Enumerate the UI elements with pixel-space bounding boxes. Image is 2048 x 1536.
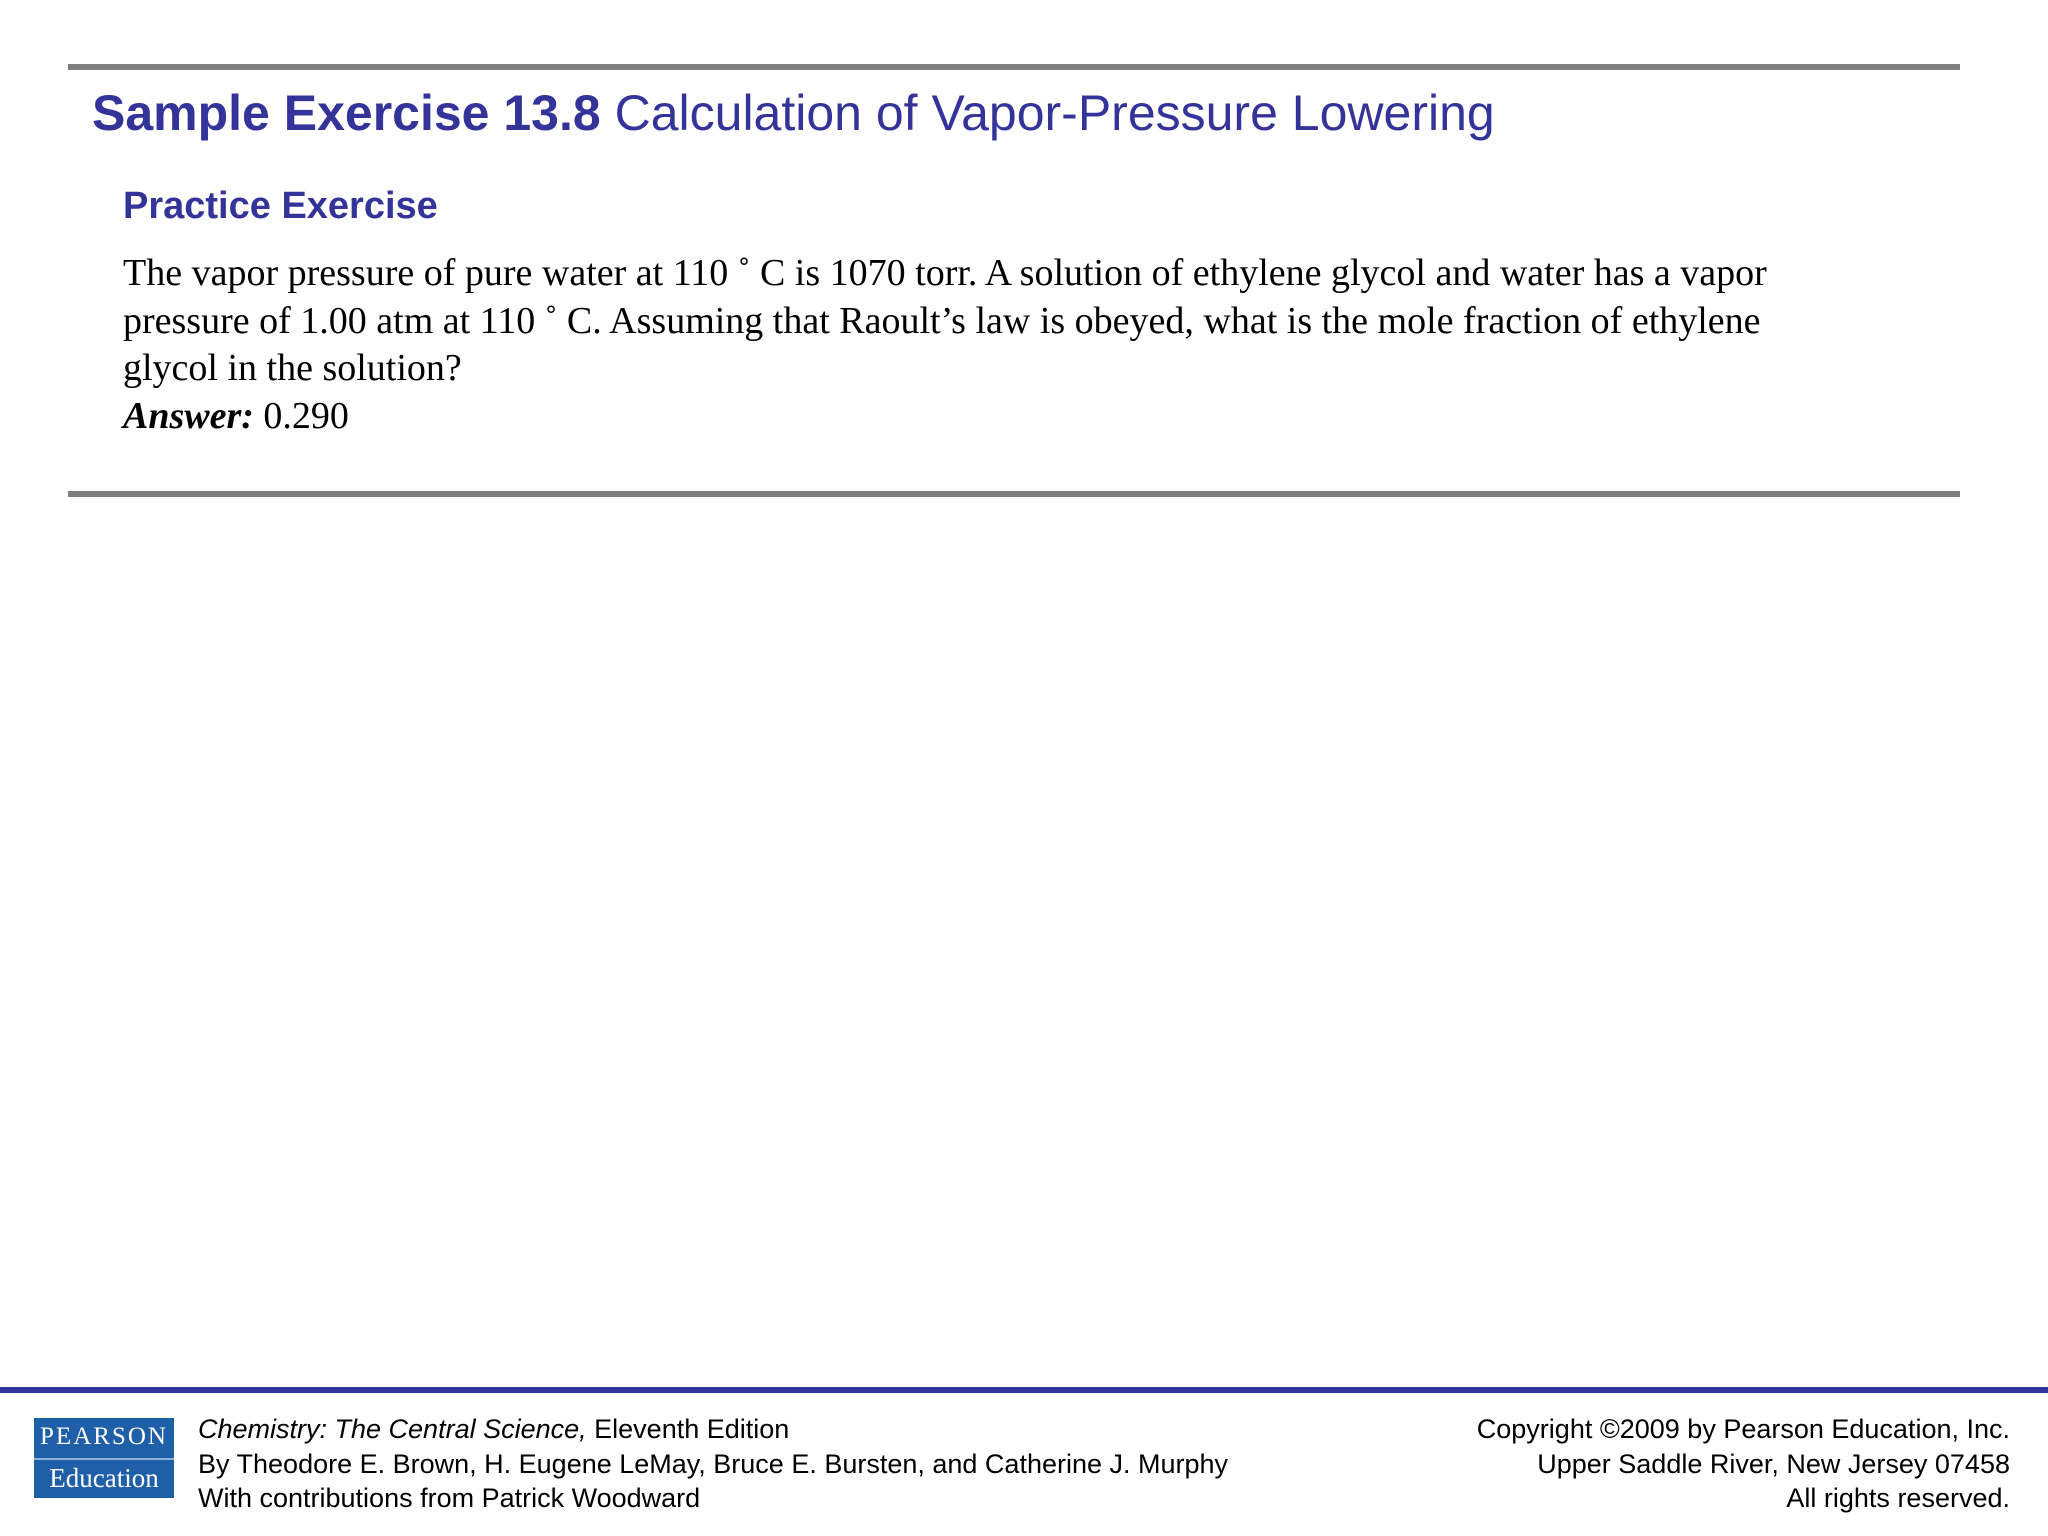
answer-value: 0.290 [263, 394, 349, 437]
book-contributions: With contributions from Patrick Woodward [198, 1483, 701, 1513]
footer-copyright [1477, 1412, 2010, 1516]
copyright-line: Copyright ©2009 by Pearson Education, Inc. [1476, 1414, 2010, 1444]
slide-title [92, 82, 1495, 144]
answer-label: Answer: [123, 394, 254, 437]
logo-divider [34, 1458, 174, 1460]
footer-book-info [198, 1412, 1228, 1516]
logo-education-text: Education [49, 1463, 159, 1493]
slide-title-number: Sample Exercise 13.8 [92, 85, 601, 141]
problem-text [123, 250, 1903, 440]
logo-pearson-text: PEARSON [40, 1423, 168, 1450]
section-heading: Practice Exercise [123, 185, 438, 227]
address-line: Upper Saddle River, New Jersey 07458 [1537, 1448, 2010, 1479]
problem-line: glycol in the solution? [123, 347, 462, 389]
book-authors: By Theodore E. Brown, H. Eugene LeMay, Bruce E. Bursten, and Catherine J. Murphy [198, 1448, 1229, 1479]
top-rule [68, 64, 1960, 70]
problem-line: pressure of 1.00 atm at 110 ˚ C. Assuming that Raoult’s law is obeyed, what is the mole fraction of ethylene [123, 299, 1761, 342]
problem-line: The vapor pressure of pure water at 110 ˚ C is 1070 torr. A solution of ethylene glycol and water has a vapor [123, 252, 1767, 294]
bottom-rule [68, 491, 1960, 497]
slide-title-topic: Calculation of Vapor-Pressure Lowering [614, 85, 1495, 141]
answer-line [123, 393, 1903, 441]
book-title: Chemistry: The Central Science, [198, 1414, 587, 1444]
book-edition: Eleventh Edition [594, 1414, 790, 1444]
footer-book-title-row [198, 1412, 1228, 1447]
footer-bar [0, 1387, 2048, 1393]
rights-line: All rights reserved. [1786, 1483, 2010, 1513]
pearson-logo [34, 1418, 174, 1498]
